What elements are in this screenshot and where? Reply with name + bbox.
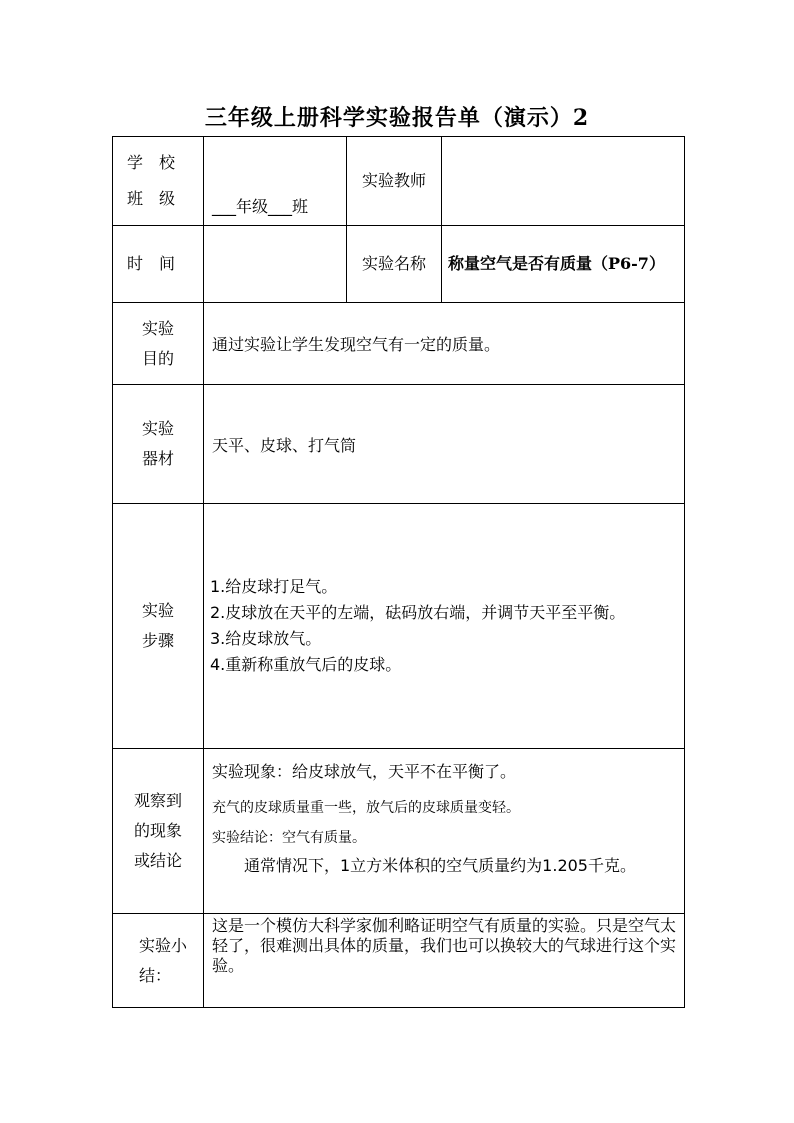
- name-label: 实验名称: [347, 226, 442, 303]
- time-label: 时 间: [127, 254, 176, 273]
- purpose-label-cell: [113, 303, 204, 385]
- observation-conclusion: 实验结论：空气有质量。: [212, 830, 366, 846]
- school-label: 学 校: [127, 153, 176, 172]
- materials-label-cell: [113, 385, 204, 504]
- report-table: [112, 136, 685, 1008]
- steps-list: [204, 504, 685, 749]
- school-class-value[interactable]: [204, 137, 347, 226]
- step-item: 4.重新称重放气后的皮球。: [210, 655, 402, 674]
- row-time-name: [113, 226, 685, 303]
- observation-label: 观察到的现象或结论: [134, 791, 183, 870]
- row-purpose: [113, 303, 685, 385]
- observation-fact: 通常情况下，1立方米体积的空气质量约为1.205千克。: [244, 856, 636, 875]
- summary-label-cell: [113, 914, 204, 1008]
- purpose-value: 通过实验让学生发现空气有一定的质量。: [204, 303, 685, 385]
- steps-label: 实验步骤: [142, 601, 175, 650]
- materials-value: 天平、皮球、打气筒: [204, 385, 685, 504]
- school-class-labels: [113, 137, 204, 226]
- observation-content: [204, 749, 685, 914]
- step-item: 1.给皮球打足气。: [210, 577, 338, 596]
- time-label-cell: [113, 226, 204, 303]
- teacher-value[interactable]: [442, 137, 685, 226]
- step-item: 3.给皮球放气。: [210, 629, 322, 648]
- observation-label-cell: [113, 749, 204, 914]
- observation-phenomenon: 实验现象：给皮球放气，天平不在平衡了。: [212, 762, 517, 781]
- report-title: 三年级上册科学实验报告单（演示）2: [204, 105, 590, 131]
- experiment-name: 称量空气是否有质量（P6-7）: [442, 226, 685, 303]
- row-school-class: [113, 137, 685, 226]
- summary-value: 这是一个模仿大科学家伽利略证明空气有质量的实验。只是空气太轻了，很难测出具体的质量，我们也可以换较大的气球进行这个实验。: [204, 914, 685, 1008]
- purpose-label: 实验目的: [142, 318, 175, 368]
- observation-detail: 充气的皮球质量重一些，放气后的皮球质量变轻。: [212, 800, 520, 816]
- row-materials: [113, 385, 685, 504]
- row-observation: [113, 749, 685, 914]
- row-summary: [113, 914, 685, 1008]
- class-label: 班 级: [127, 189, 176, 208]
- row-steps: [113, 504, 685, 749]
- materials-label: 实验器材: [142, 419, 175, 468]
- class-value[interactable]: ___年级___班: [212, 197, 309, 216]
- step-item: 2.皮球放在天平的左端，砝码放右端，并调节天平至平衡。: [210, 603, 626, 622]
- steps-label-cell: [113, 504, 204, 749]
- time-value[interactable]: [204, 226, 347, 303]
- summary-label: 实验小结：: [139, 935, 188, 985]
- teacher-label: 实验教师: [347, 137, 442, 226]
